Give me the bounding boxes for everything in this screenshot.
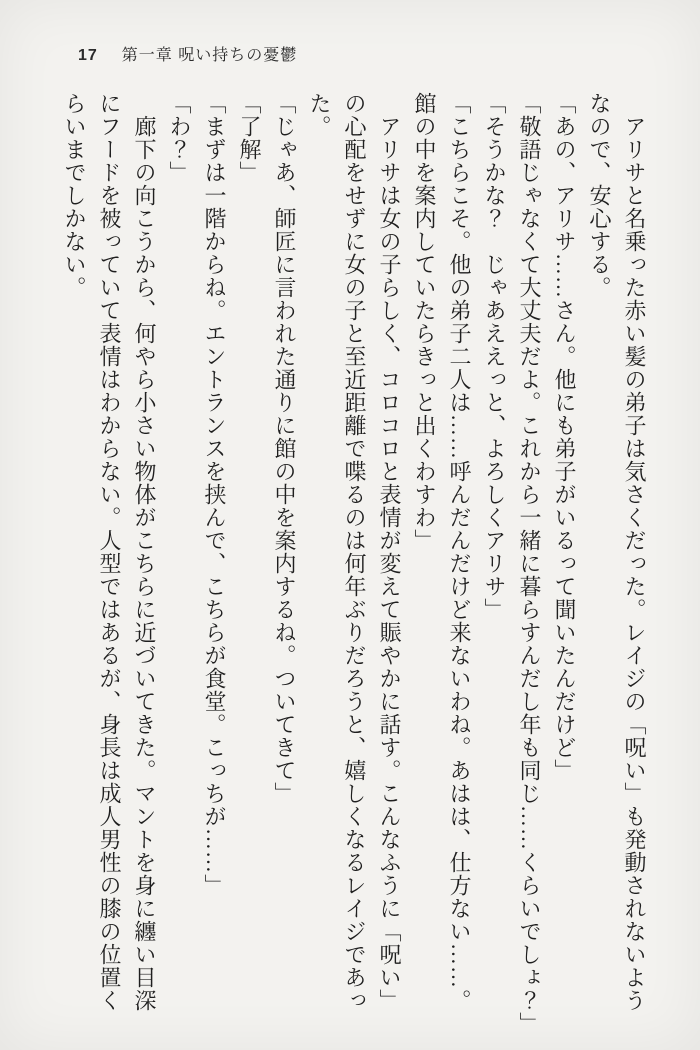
text-line: アリサと名乗った赤い髪の弟子は気さくだった。レイジの「呪い」も発動されないよう <box>622 92 647 1012</box>
text-line: 館の中を案内していたらきっと出くわすわ」 <box>412 92 437 552</box>
page-number: 17 <box>78 47 98 64</box>
text-line: 「了解」 <box>237 92 262 184</box>
text-line: 「敬語じゃなくて大丈夫だよ。これから一緒に暮らすんだし年も同じ……くらいでしょ？」 <box>517 92 542 1035</box>
body-text <box>57 92 652 1037</box>
text-line: た。 <box>307 92 332 138</box>
text-line: にフードを被っていて表情はわからない。人型ではあるが、身長は成人男性の膝の位置く <box>97 92 122 1012</box>
text-line: 「こちらこそ。他の弟子二人は……呼んだんだけど来ないわね。あはは、仕方ない……。 <box>447 92 472 1012</box>
text-line: アリサは女の子らしく、コロコロと表情が変えて賑やかに話す。こんなふうに「呪い」 <box>377 92 402 1012</box>
chapter-title: 第一章 呪い持ちの憂鬱 <box>121 47 298 64</box>
text-line: 「まずは一階からね。エントランスを挟んで、こちらが食堂。こっちが……」 <box>202 92 227 897</box>
text-line: らいまでしかない。 <box>62 92 87 299</box>
text-line: の心配をせずに女の子と至近距離で喋るのは何年ぶりだろうと、嬉しくなるレイジであっ <box>342 92 367 1012</box>
text-line: 「あの、アリサ……さん。他にも弟子がいるって聞いたんだけど」 <box>552 92 577 782</box>
text-line: 「じゃあ、師匠に言われた通りに館の中を案内するね。ついてきて」 <box>272 92 297 805</box>
text-line: なので、安心する。 <box>587 92 612 299</box>
text-line: 「わ？」 <box>167 92 192 184</box>
text-line: 廊下の向こうから、何やら小さい物体がこちらに近づいてきた。マントを身に纏い目深 <box>132 92 157 1012</box>
text-line: 「そうかな？ じゃあええっと、よろしくアリサ」 <box>482 92 507 621</box>
page-header <box>78 42 297 65</box>
